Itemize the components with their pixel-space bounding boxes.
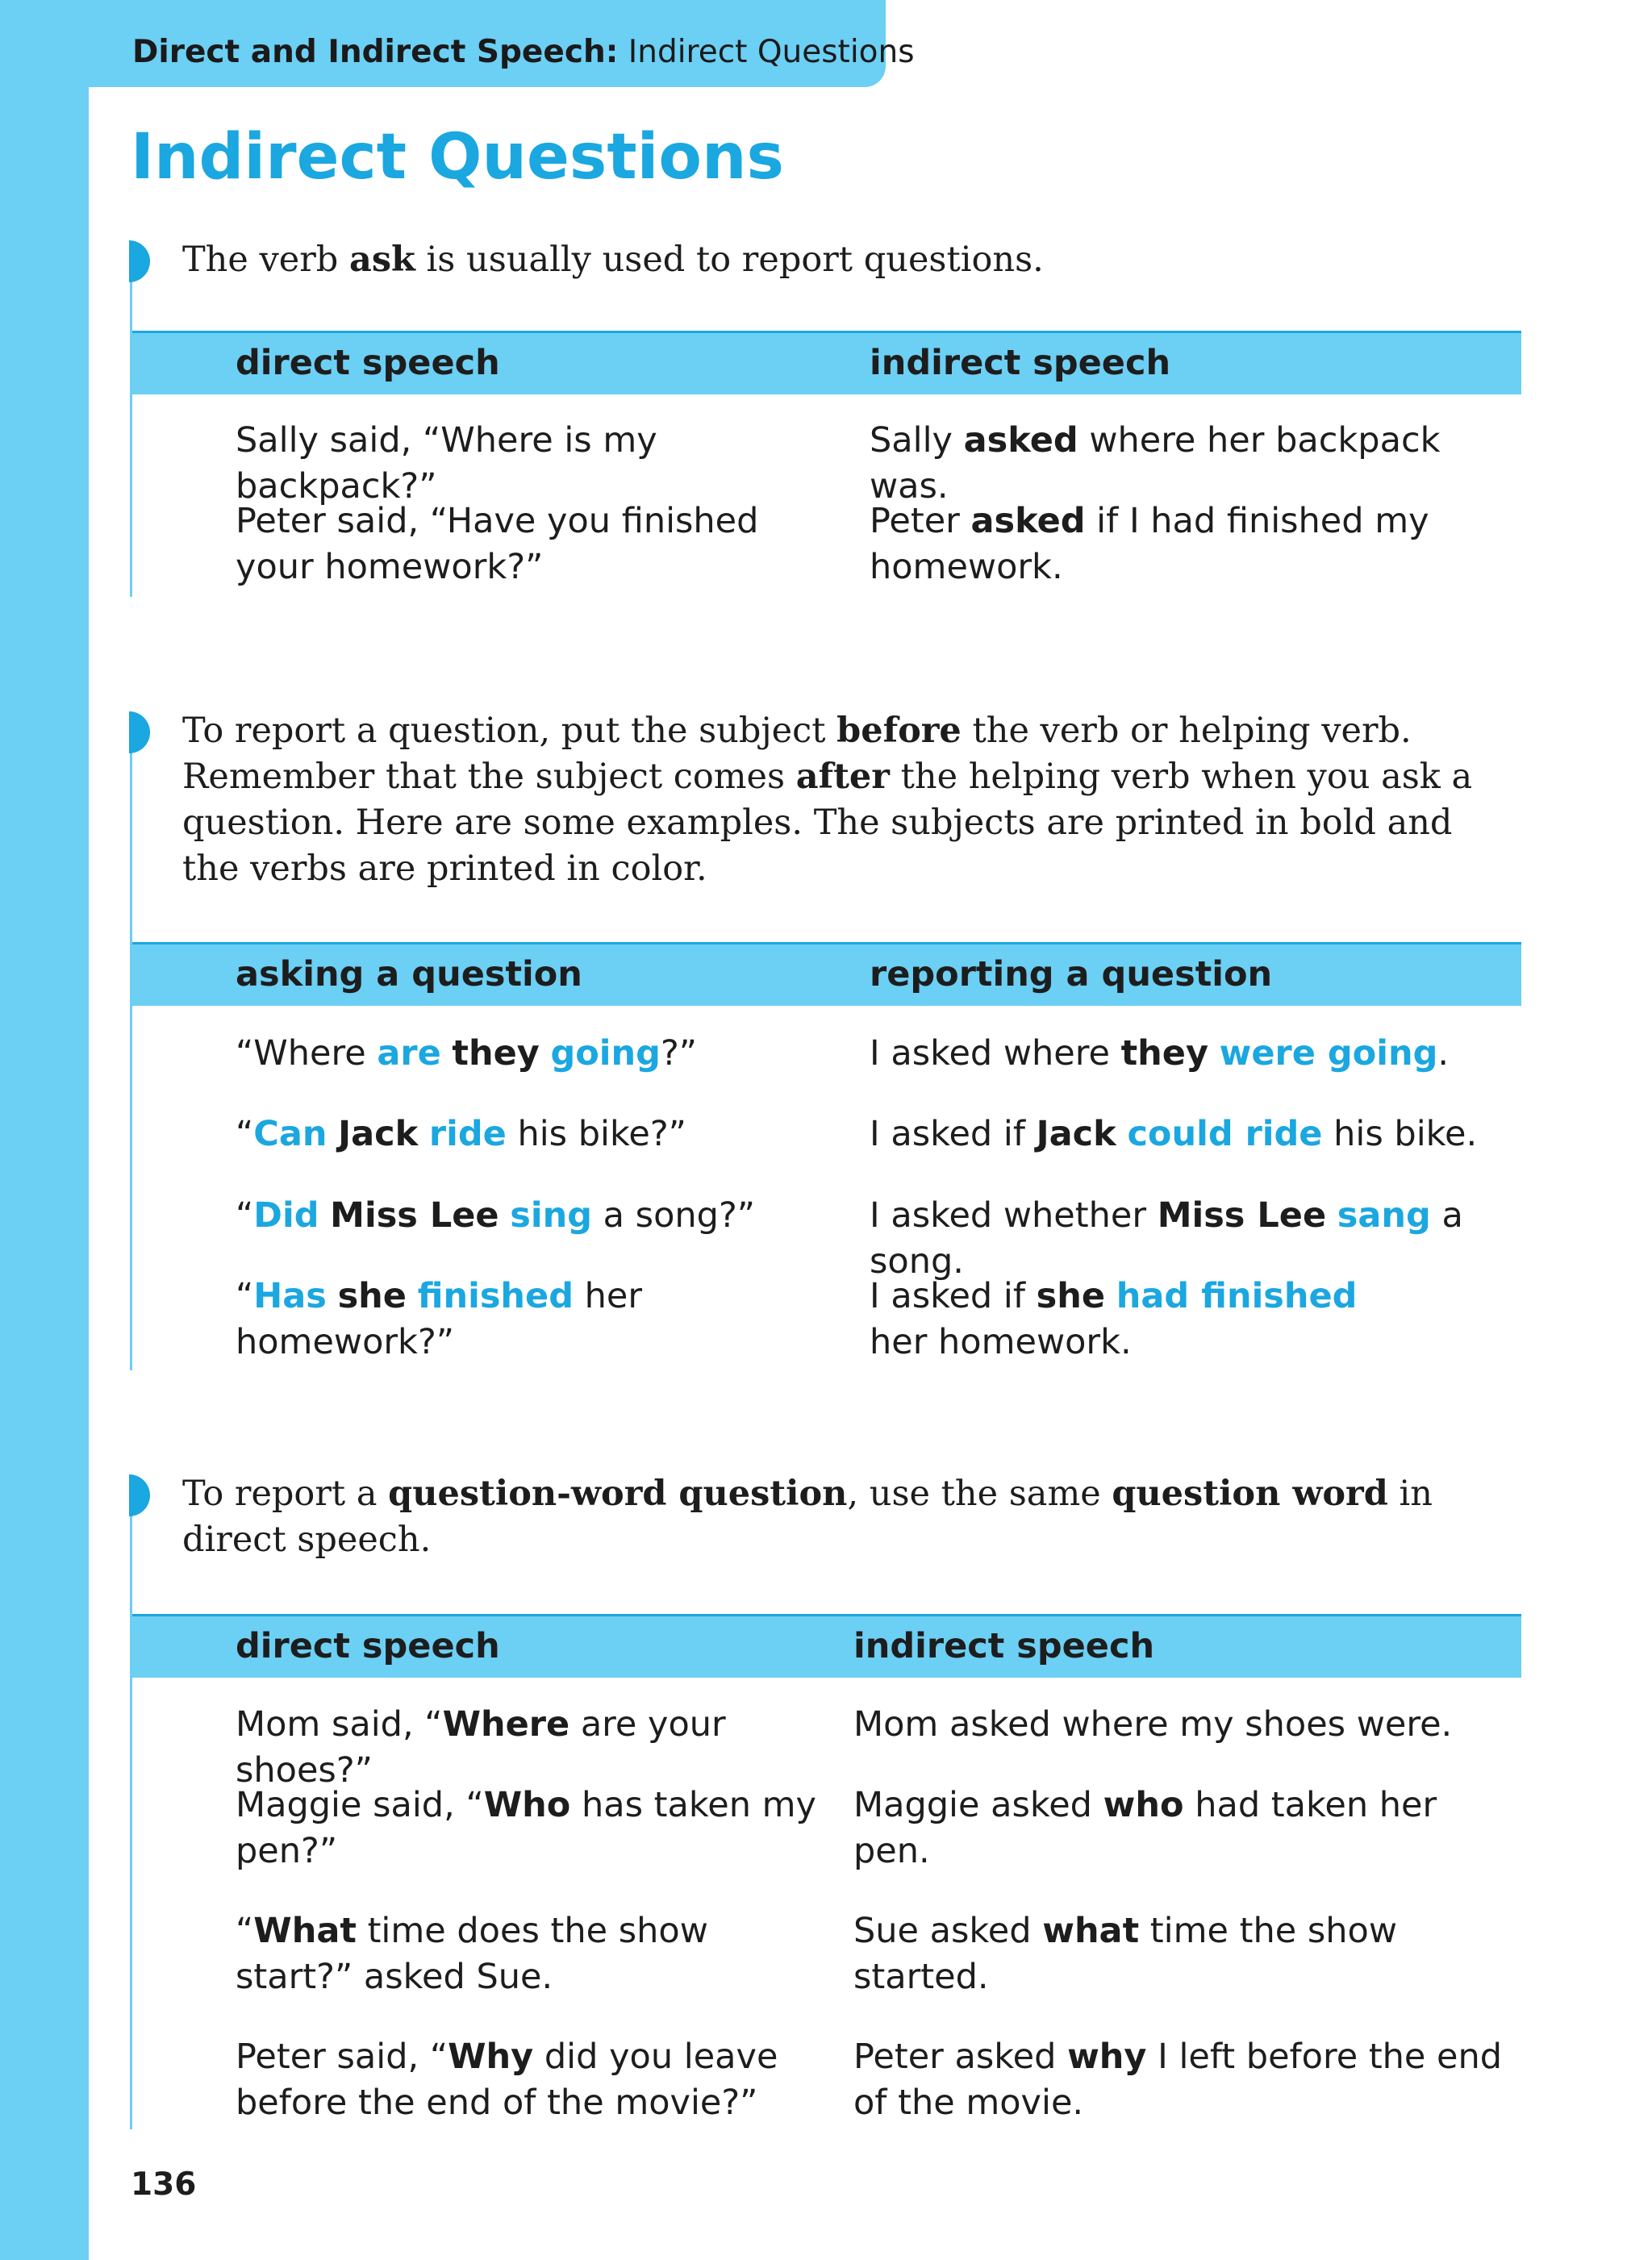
bold-text: Who xyxy=(483,1785,571,1825)
text-run: Sally xyxy=(870,420,964,461)
text-run xyxy=(407,1276,418,1316)
text-run: The verb xyxy=(182,240,349,280)
text-run: time does the show start?” asked Sue. xyxy=(236,1911,708,1997)
chapter-header xyxy=(132,34,915,70)
text-run: are your shoes?” xyxy=(236,1704,726,1791)
text-run: a song?” xyxy=(592,1195,756,1236)
text-run: has taken my pen?” xyxy=(236,1785,816,1871)
table-cell-direct xyxy=(236,1908,824,2000)
table-cell-direct xyxy=(236,1193,841,1239)
section3-intro xyxy=(182,1471,1505,1563)
text-run: Peter asked xyxy=(853,2037,1068,2077)
text-run: his bike?” xyxy=(506,1114,686,1154)
text-run: is usually used to report questions. xyxy=(415,240,1044,280)
bold-text: Miss Lee xyxy=(330,1195,499,1236)
table-cell-indirect xyxy=(853,1783,1515,1874)
text-run xyxy=(327,1276,338,1316)
text-run: had taken her pen. xyxy=(853,1785,1437,1871)
text-run xyxy=(1326,1195,1337,1236)
chapter-header-tab xyxy=(0,0,915,87)
text-run: , use the same xyxy=(847,1474,1112,1514)
text-run: Mom said, “ xyxy=(236,1704,443,1745)
text-run: . xyxy=(1437,1033,1450,1074)
verb-highlight: sang xyxy=(1337,1195,1431,1236)
section3-marker xyxy=(129,1474,150,1516)
text-run: in direct speech. xyxy=(182,1474,1433,1560)
text-run xyxy=(1116,1114,1128,1154)
bold-text: ask xyxy=(348,240,415,280)
text-run: Sally said, “Where is my backpack?” xyxy=(236,420,657,507)
bold-text: who xyxy=(1103,1785,1184,1825)
section1-table-header xyxy=(132,331,1521,394)
text-run xyxy=(418,1114,429,1154)
verb-highlight: are xyxy=(377,1033,441,1074)
text-run: where her backpack was. xyxy=(870,420,1441,507)
section2-table-header xyxy=(132,942,1521,1006)
bold-text: Jack xyxy=(338,1114,419,1154)
verb-highlight: sing xyxy=(510,1195,592,1236)
text-run xyxy=(1208,1033,1220,1074)
table-cell-indirect xyxy=(870,1274,1386,1366)
text-run: “Where xyxy=(236,1033,378,1074)
bold-text: What xyxy=(253,1911,357,1951)
text-run: I asked if xyxy=(870,1114,1037,1154)
section2-intro xyxy=(182,708,1505,892)
text-run xyxy=(499,1195,511,1236)
verb-highlight: Did xyxy=(253,1195,319,1236)
text-run xyxy=(540,1033,551,1074)
bold-text: question-word question xyxy=(388,1474,848,1514)
text-run: I asked if xyxy=(870,1276,1037,1316)
section3-col-indirect: indirect speech xyxy=(853,1626,1155,1666)
section2-rule xyxy=(130,713,132,1370)
page-number: 136 xyxy=(131,2166,197,2203)
text-run: “ xyxy=(236,1114,254,1154)
verb-highlight: Can xyxy=(253,1114,327,1154)
text-run xyxy=(1105,1276,1116,1316)
bold-text: question word xyxy=(1112,1474,1388,1514)
text-run: his bike. xyxy=(1322,1114,1478,1154)
bold-text: why xyxy=(1067,2037,1147,2077)
bold-text: she xyxy=(337,1276,407,1316)
bold-text: asked xyxy=(963,420,1078,461)
text-run: did you leave before the end of the movie?” xyxy=(236,2037,778,2123)
section1-rule xyxy=(130,242,132,597)
bold-text: they xyxy=(1120,1033,1208,1074)
text-run: I left before the end of the movie. xyxy=(853,2037,1503,2123)
verb-highlight: could ride xyxy=(1127,1114,1323,1154)
section1-col-indirect: indirect speech xyxy=(870,343,1171,383)
bold-text: they xyxy=(452,1033,540,1074)
text-run: Maggie said, “ xyxy=(236,1785,484,1825)
text-run: the helping verb when you ask a question. Here are some examples. The subjects are printed in bold and the verbs are printed in color. xyxy=(182,757,1473,889)
text-run: Mom asked where my shoes were. xyxy=(853,1704,1453,1745)
verb-highlight: ride xyxy=(428,1114,507,1154)
text-run: if I had finished my homework. xyxy=(870,501,1429,587)
table-cell-indirect xyxy=(853,1702,1515,1748)
table-cell-direct xyxy=(236,2034,824,2126)
bold-text: what xyxy=(1042,1911,1140,1951)
page-sidebar-stripe xyxy=(0,0,89,2260)
verb-highlight: were going xyxy=(1219,1033,1438,1074)
text-run: Maggie asked xyxy=(853,1785,1103,1825)
section1-intro xyxy=(182,237,1505,283)
bold-text: Where xyxy=(442,1704,570,1745)
table-cell-direct xyxy=(236,498,832,590)
text-run: Peter said, “Have you finished your homework?” xyxy=(236,501,759,587)
verb-highlight: going xyxy=(550,1033,661,1074)
section2-marker xyxy=(129,711,150,753)
text-run: Peter said, “ xyxy=(236,2037,448,2077)
bold-text: she xyxy=(1036,1276,1106,1316)
table-cell-direct xyxy=(236,1111,841,1157)
bold-text: before xyxy=(836,711,962,751)
text-run: time the show started. xyxy=(853,1911,1397,1997)
page-title: Indirect Questions xyxy=(131,121,784,194)
verb-highlight: had finished xyxy=(1116,1276,1358,1316)
section2-col-reporting: reporting a question xyxy=(870,954,1273,994)
text-run: the verb or helping verb. Remember that the subject comes xyxy=(182,711,1412,797)
text-run: “ xyxy=(236,1276,254,1316)
verb-highlight: Has xyxy=(253,1276,327,1316)
table-cell-direct xyxy=(236,418,841,510)
table-cell-indirect xyxy=(870,1031,1515,1077)
text-run xyxy=(441,1033,453,1074)
text-run xyxy=(319,1195,331,1236)
bold-text: Miss Lee xyxy=(1157,1195,1327,1236)
text-run: her homework. xyxy=(870,1322,1132,1362)
text-run: I asked whether xyxy=(870,1195,1158,1236)
table-cell-indirect xyxy=(870,498,1434,590)
text-run: her homework?” xyxy=(236,1276,643,1362)
table-cell-indirect xyxy=(870,418,1515,510)
section2-col-asking: asking a question xyxy=(236,954,582,994)
text-run: I asked where xyxy=(870,1033,1121,1074)
text-run: Peter xyxy=(870,501,971,541)
text-run: “ xyxy=(236,1195,254,1236)
bold-text: after xyxy=(795,757,890,797)
table-cell-direct xyxy=(236,1031,841,1077)
text-run: Sue asked xyxy=(853,1911,1043,1951)
section1-col-direct: direct speech xyxy=(236,343,500,383)
table-cell-direct xyxy=(236,1274,841,1366)
bold-text: Jack xyxy=(1036,1114,1116,1154)
table-cell-indirect xyxy=(870,1193,1520,1285)
section3-table-header xyxy=(132,1614,1521,1678)
bold-text: Why xyxy=(448,2037,534,2077)
table-cell-direct xyxy=(236,1783,816,1874)
table-cell-indirect xyxy=(853,1908,1515,2000)
table-cell-indirect xyxy=(870,1111,1515,1157)
text-run xyxy=(327,1114,338,1154)
text-run: ?” xyxy=(660,1033,698,1074)
section3-rule xyxy=(130,1476,132,2129)
section3-col-direct: direct speech xyxy=(236,1626,500,1666)
table-cell-direct xyxy=(236,1702,849,1794)
text-run: “ xyxy=(236,1911,254,1951)
table-cell-indirect xyxy=(853,2034,1515,2126)
section1-marker xyxy=(129,240,150,282)
bold-text: asked xyxy=(970,501,1086,541)
text-run: a song. xyxy=(870,1195,1463,1282)
verb-highlight: finished xyxy=(417,1276,574,1316)
text-run: To report a question, put the subject xyxy=(182,711,837,751)
text-run: To report a xyxy=(182,1474,389,1514)
chapter-header-topic: Indirect Questions xyxy=(628,34,915,70)
chapter-header-section: Direct and Indirect Speech: xyxy=(132,34,619,70)
